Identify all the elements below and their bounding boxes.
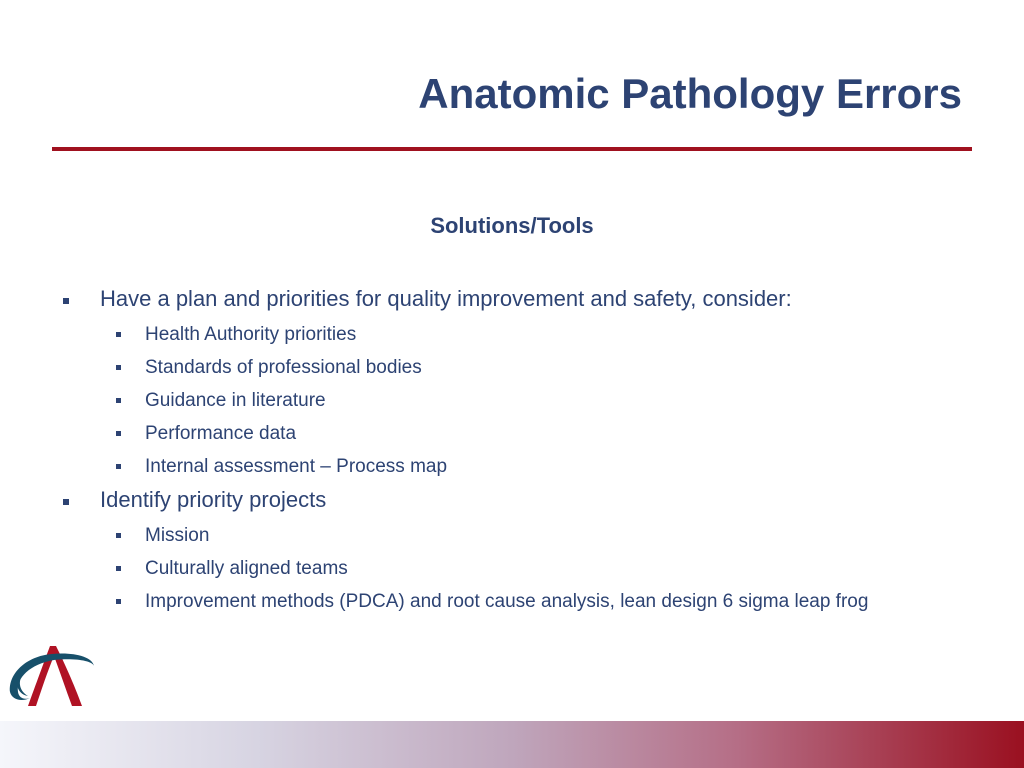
bullet-marker-icon [116, 398, 121, 403]
bullet-item [100, 286, 980, 312]
sub-bullet-text: Internal assessment – Process map [145, 456, 448, 477]
bullet-marker-icon [116, 365, 121, 370]
bullet-item [100, 487, 980, 513]
bullet-marker-icon [63, 298, 69, 304]
bullet-marker-icon [116, 464, 121, 469]
slide-title: Anatomic Pathology Errors [418, 70, 962, 117]
sub-bullet-item [145, 420, 945, 447]
sub-bullet-item [145, 321, 945, 348]
sub-bullet-item [145, 522, 945, 549]
bullet-text: Have a plan and priorities for quality improvement and safety, consider: [100, 286, 792, 311]
sub-bullet-text: Performance data [145, 423, 297, 444]
bullet-marker-icon [116, 566, 121, 571]
sub-bullet-text: Mission [145, 525, 210, 546]
sub-bullet-item [145, 555, 945, 582]
sub-bullet-text: Standards of professional bodies [145, 357, 422, 378]
footer-gradient-band [0, 721, 1024, 768]
title-divider [52, 147, 972, 151]
sub-bullet-item [145, 453, 945, 480]
sub-bullet-item [145, 354, 945, 381]
sub-bullet-text: Improvement methods (PDCA) and root cause analysis, lean design 6 sigma leap frog [145, 591, 869, 612]
bullet-marker-icon [63, 499, 69, 505]
organization-logo-icon [6, 640, 98, 712]
bullet-marker-icon [116, 599, 121, 604]
section-heading: Solutions/Tools [430, 213, 594, 238]
bullet-marker-icon [116, 332, 121, 337]
bullet-text: Identify priority projects [100, 487, 327, 512]
sub-bullet-text: Guidance in literature [145, 390, 326, 411]
bullet-marker-icon [116, 431, 121, 436]
bullet-marker-icon [116, 533, 121, 538]
sub-bullet-text: Culturally aligned teams [145, 558, 348, 579]
sub-bullet-item [145, 588, 945, 615]
sub-bullet-item [145, 387, 945, 414]
sub-bullet-text: Health Authority priorities [145, 324, 357, 345]
